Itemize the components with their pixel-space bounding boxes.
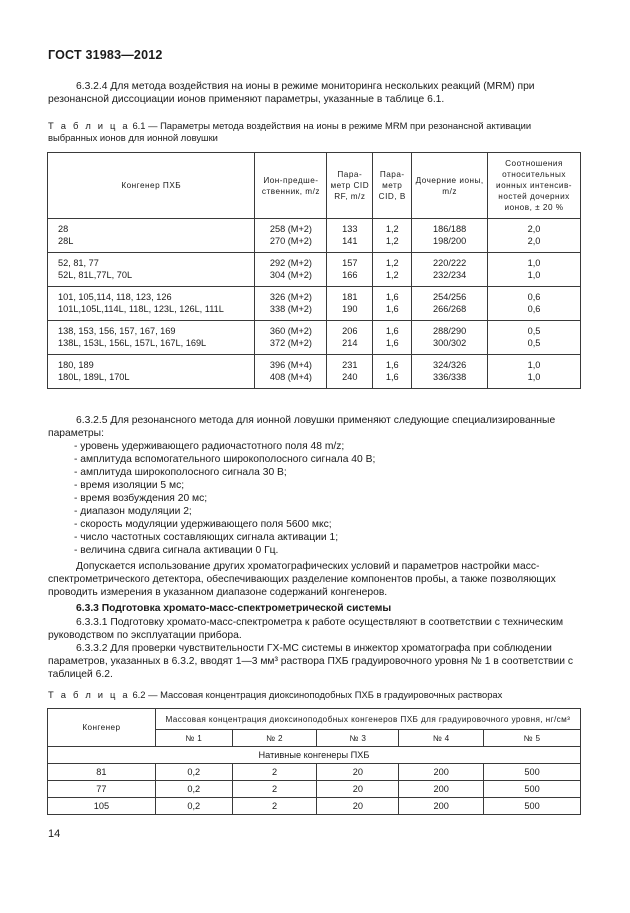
cell-concentration: 20 xyxy=(317,798,399,815)
daughters-line: 288/290 xyxy=(433,326,467,336)
table-row xyxy=(48,287,581,321)
header-congener: Конгенер xyxy=(48,709,156,747)
rf-line: 240 xyxy=(342,371,358,382)
cid-line: 1,2 xyxy=(385,269,399,280)
congener-line: 28L xyxy=(58,235,74,246)
precursor-line: 338 (M+2) xyxy=(269,303,312,314)
paragraph-6-3-3-1: 6.3.3.1 Подготовку хромато-масс-спектрометра к работе осуществляют в соответствии с техническим руководством по эксплуатации прибора. xyxy=(48,617,564,641)
ratio-line: 0,6 xyxy=(527,292,541,302)
ratio-line: 1,0 xyxy=(527,269,541,280)
cell-daughters xyxy=(412,321,488,355)
cell-daughters xyxy=(412,287,488,321)
header-level: № 4 xyxy=(399,730,484,747)
paragraph-allowed: Допускается использование других хроматографических условий и параметров настройки масс-спектрометрического детектора, обеспечивающих разделение компонентов пробы, а также позволяющих проводить измерения в указанном диапазоне содержаний конгенеров. xyxy=(48,561,556,598)
cell-concentration: 20 xyxy=(317,764,399,781)
cid-line: 1,2 xyxy=(385,258,399,268)
list-item: - уровень удерживающего радиочастотного поля 48 m/z; xyxy=(74,441,345,452)
cell-concentration: 0,2 xyxy=(155,798,232,815)
rf-line: 214 xyxy=(342,337,358,348)
cell-concentration: 0,2 xyxy=(155,764,232,781)
cell-daughters xyxy=(412,355,488,389)
cell-cid xyxy=(373,355,412,389)
cell-precursor xyxy=(255,355,327,389)
ratio-line: 0,5 xyxy=(527,337,541,348)
cell-rf xyxy=(327,321,373,355)
page-number: 14 xyxy=(48,828,61,840)
header-level: № 3 xyxy=(317,730,399,747)
list-item: - амплитуда вспомогательного широкополосного сигнала 40 В; xyxy=(74,454,376,465)
cell-ratio xyxy=(488,287,581,321)
ratio-line: 1,0 xyxy=(527,360,541,370)
daughters-line: 198/200 xyxy=(433,235,467,246)
cell-daughters xyxy=(412,219,488,253)
daughters-line: 336/338 xyxy=(433,371,467,382)
rf-line: 181 xyxy=(342,292,358,302)
paragraph-6-3-2-5: 6.3.2.5 Для резонансного метода для ионной ловушки применяют следующие специализированные параметры: xyxy=(48,415,556,439)
precursor-line: 396 (M+4) xyxy=(269,360,312,370)
list-item: - число частотных составляющих сигнала активации 1; xyxy=(74,532,339,543)
congener-line: 138, 153, 156, 157, 167, 169 xyxy=(58,326,176,336)
cell-precursor xyxy=(255,321,327,355)
cell-concentration: 2 xyxy=(232,798,317,815)
table-6-2 xyxy=(47,708,581,815)
precursor-line: 360 (M+2) xyxy=(269,326,312,336)
header-cid-rf: Пара-метр CID RF, m/z xyxy=(327,153,373,219)
list-item: - амплитуда широкополосного сигнала 30 В; xyxy=(74,467,287,478)
list-item: - величина сдвига сигнала активации 0 Гц. xyxy=(74,545,279,556)
cell-concentration: 500 xyxy=(484,798,581,815)
section-6-3-3-heading: 6.3.3 Подготовка хромато-масс-спектрометрической системы xyxy=(76,603,392,614)
table-6-1 xyxy=(47,152,581,389)
congener-line: 101, 105,114, 118, 123, 126 xyxy=(58,292,172,302)
header-level: № 2 xyxy=(232,730,317,747)
table-row xyxy=(48,764,581,781)
cell-cid xyxy=(373,287,412,321)
standard-header: ГОСТ 31983—2012 xyxy=(48,48,163,62)
cell-concentration: 0,2 xyxy=(155,781,232,798)
cid-line: 1,6 xyxy=(385,337,399,348)
rf-line: 157 xyxy=(342,258,358,268)
table-caption-text: 6.1 — Параметры метода воздействия на ионы в режиме MRM при резонансной активации выбранных ионов для ионной ловушки xyxy=(48,120,532,143)
precursor-line: 258 (M+2) xyxy=(269,224,312,234)
subheader-native-congeners: Нативные конгенеры ПХБ xyxy=(48,747,581,764)
cell-ratio xyxy=(488,253,581,287)
precursor-line: 408 (M+4) xyxy=(269,371,312,382)
ratio-line: 1,0 xyxy=(527,371,541,382)
cell-rf xyxy=(327,355,373,389)
congener-line: 138L, 153L, 156L, 157L, 167L, 169L xyxy=(58,337,207,348)
cid-line: 1,2 xyxy=(385,224,399,234)
cell-congener xyxy=(48,219,255,253)
cell-congener xyxy=(48,287,255,321)
ratio-line: 1,0 xyxy=(527,258,541,268)
daughters-line: 232/234 xyxy=(433,269,467,280)
cell-concentration: 500 xyxy=(484,781,581,798)
ratio-line: 0,5 xyxy=(527,326,541,336)
table-label: Т а б л и ц а xyxy=(48,120,130,131)
table-subheader-row xyxy=(48,747,581,764)
cid-line: 1,6 xyxy=(385,360,399,370)
congener-line: 101L,105L,114L, 118L, 123L, 126L, 111L xyxy=(58,303,224,314)
rf-line: 231 xyxy=(342,360,358,370)
cell-congener xyxy=(48,253,255,287)
ratio-line: 2,0 xyxy=(527,224,541,234)
ratio-line: 0,6 xyxy=(527,303,541,314)
header-concentration-group: Массовая концентрация диоксиноподобных конгенеров ПХБ для градуировочного уровня, нг/см³ xyxy=(155,709,580,730)
precursor-line: 292 (M+2) xyxy=(269,258,312,268)
table-row xyxy=(48,781,581,798)
cell-cid xyxy=(373,253,412,287)
cell-cid xyxy=(373,321,412,355)
header-ratio: Соотношения относительных ионных интенсив-ностей дочерних ионов, ± 20 % xyxy=(488,153,581,219)
congener-line: 180L, 189L, 170L xyxy=(58,371,130,382)
parameters-list xyxy=(74,440,574,557)
cell-congener xyxy=(48,355,255,389)
table-row xyxy=(48,219,581,253)
header-congener: Конгенер ПХБ xyxy=(48,153,255,219)
cell-ratio xyxy=(488,321,581,355)
cell-precursor xyxy=(255,253,327,287)
cell-concentration: 200 xyxy=(399,764,484,781)
cell-concentration: 2 xyxy=(232,764,317,781)
cell-congener: 105 xyxy=(48,798,156,815)
cell-concentration: 200 xyxy=(399,781,484,798)
precursor-line: 304 (M+2) xyxy=(269,269,312,280)
cell-concentration: 500 xyxy=(484,764,581,781)
list-item: - время изоляции 5 мс; xyxy=(74,480,185,491)
congener-line: 28 xyxy=(58,224,69,234)
cell-rf xyxy=(327,287,373,321)
cid-line: 1,6 xyxy=(385,303,399,314)
list-item: - время возбуждения 20 мс; xyxy=(74,493,208,504)
cell-rf xyxy=(327,253,373,287)
cell-congener xyxy=(48,321,255,355)
paragraph-6-3-3-2: 6.3.3.2 Для проверки чувствительности ГХ-МС системы в инжектор хроматографа при соблюдении параметров, указанных в 6.3.2, вводят 1—3 мм³ раствора ПХБ градуировочного уровня № 1 в соответствии с таблицей 6.2. xyxy=(48,643,574,680)
table-header-row xyxy=(48,709,581,730)
cid-line: 1,6 xyxy=(385,326,399,336)
congener-line: 180, 189 xyxy=(58,360,94,370)
rf-line: 206 xyxy=(342,326,358,336)
daughters-line: 186/188 xyxy=(433,224,467,234)
table-header-row xyxy=(48,153,581,219)
rf-line: 133 xyxy=(342,224,358,234)
cell-ratio xyxy=(488,355,581,389)
table-row xyxy=(48,253,581,287)
daughters-line: 254/256 xyxy=(433,292,467,302)
header-precursor: Ион-предше-ственник, m/z xyxy=(255,153,327,219)
precursor-line: 372 (M+2) xyxy=(269,337,312,348)
cell-concentration: 200 xyxy=(399,798,484,815)
rf-line: 190 xyxy=(342,303,358,314)
cell-rf xyxy=(327,219,373,253)
table-row xyxy=(48,321,581,355)
cell-cid xyxy=(373,219,412,253)
list-item: - скорость модуляции удерживающего поля 5600 мкс; xyxy=(74,519,332,530)
table-row xyxy=(48,355,581,389)
cell-congener: 81 xyxy=(48,764,156,781)
daughters-line: 220/222 xyxy=(433,258,467,268)
congener-line: 52, 81, 77 xyxy=(58,258,99,268)
table-6-2-caption xyxy=(48,689,582,701)
table-6-1-caption xyxy=(48,120,582,144)
cell-ratio xyxy=(488,219,581,253)
precursor-line: 270 (M+2) xyxy=(269,235,312,246)
cid-line: 1,6 xyxy=(385,292,399,302)
cell-precursor xyxy=(255,219,327,253)
cell-concentration: 2 xyxy=(232,781,317,798)
cell-concentration: 20 xyxy=(317,781,399,798)
cell-daughters xyxy=(412,253,488,287)
daughters-line: 300/302 xyxy=(433,337,467,348)
table-caption-text: 6.2 — Массовая концентрация диоксиноподобных ПХБ в градуировочных растворах xyxy=(132,689,503,700)
table-row xyxy=(48,798,581,815)
paragraph-6-3-2-4: 6.3.2.4 Для метода воздействия на ионы в режиме мониторинга нескольких реакций (MRM) при резонансной диссоциации ионов применяют параметры, указанные в таблице 6.1. xyxy=(48,81,535,105)
header-daughter-ions: Дочерние ионы, m/z xyxy=(412,153,488,219)
rf-line: 141 xyxy=(342,235,358,246)
header-cid: Пара-метр CID, В xyxy=(373,153,412,219)
header-level: № 5 xyxy=(484,730,581,747)
daughters-line: 266/268 xyxy=(433,303,467,314)
cid-line: 1,2 xyxy=(385,235,399,246)
cid-line: 1,6 xyxy=(385,371,399,382)
ratio-line: 2,0 xyxy=(527,235,541,246)
header-level: № 1 xyxy=(155,730,232,747)
congener-line: 52L, 81L,77L, 70L xyxy=(58,269,133,280)
list-item: - диапазон модуляции 2; xyxy=(74,506,192,517)
table-label: Т а б л и ц а xyxy=(48,689,130,700)
rf-line: 166 xyxy=(342,269,358,280)
daughters-line: 324/326 xyxy=(433,360,467,370)
precursor-line: 326 (M+2) xyxy=(269,292,312,302)
cell-congener: 77 xyxy=(48,781,156,798)
cell-precursor xyxy=(255,287,327,321)
